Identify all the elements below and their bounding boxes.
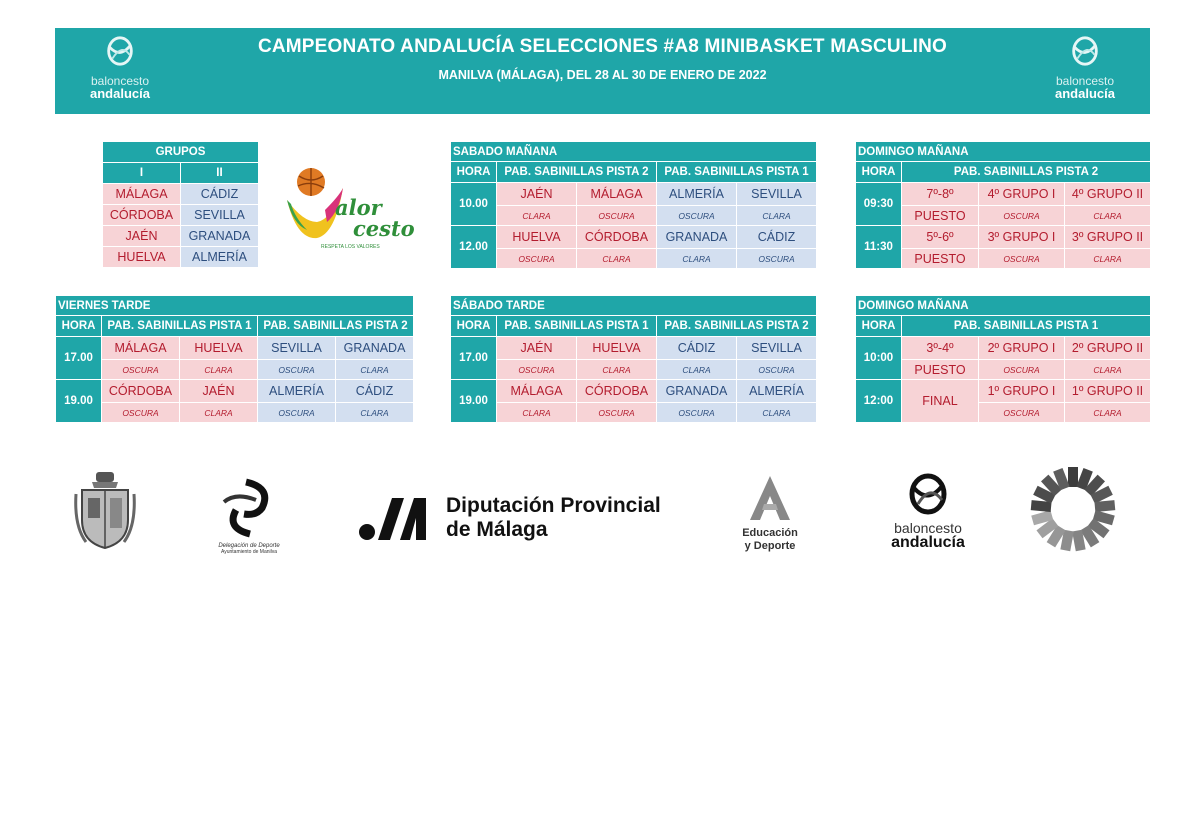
basketball-swirl-icon [1066, 34, 1104, 68]
cesto-text: cesto [353, 216, 415, 241]
section-caption: VIERNES TARDE [56, 296, 414, 316]
delegacion-text: Delegación de Deporte [218, 543, 280, 549]
kit-color: CLARA [657, 360, 737, 380]
position-label: PUESTO [902, 360, 979, 380]
hora-header: HORA [856, 162, 902, 183]
educacion-deporte-logo [734, 474, 806, 556]
match-time: 10.00 [451, 183, 497, 226]
team-cell: JAÉN [180, 380, 258, 403]
team-cell: ALMERÍA [737, 380, 817, 403]
kit-color: OSCURA [258, 403, 336, 423]
kit-color: CLARA [1065, 360, 1151, 380]
valor-text: alor [335, 195, 382, 220]
team-cell: HUELVA [497, 226, 577, 249]
court-header: PAB. SABINILLAS PISTA 2 [902, 162, 1151, 183]
match-time: 12:00 [856, 380, 902, 423]
team-cell: JAÉN [497, 337, 577, 360]
logo-text-andalucia: andalucía [1055, 86, 1115, 101]
group-team: GRANADA [181, 226, 259, 247]
team-cell: 3º GRUPO I [979, 226, 1065, 249]
position-label: 3º-4º [902, 337, 979, 360]
group-team: JAÉN [103, 226, 181, 247]
logo-text-baloncesto: baloncesto [1055, 74, 1115, 88]
kit-color: CLARA [1065, 403, 1151, 423]
segmented-ring-icon [1028, 464, 1118, 554]
baloncesto-andalucia-sponsor-logo [876, 470, 980, 556]
valor-cesto-graphic [283, 160, 423, 255]
kit-color: CLARA [180, 403, 258, 423]
team-cell: GRANADA [657, 226, 737, 249]
page-title: CAMPEONATO ANDALUCÍA SELECCIONES #A8 MINIBASKET MASCULINO [257, 36, 948, 57]
junta-a-icon [734, 474, 806, 522]
section-caption: DOMINGO MAÑANA [856, 142, 1151, 162]
kit-color: OSCURA [979, 206, 1065, 226]
logo-text-baloncesto: baloncesto [90, 74, 150, 88]
page-subtitle: MANILVA (MÁLAGA), DEL 28 AL 30 DE ENERO DE 2022 [438, 68, 767, 82]
position-label: 5º-6º [902, 226, 979, 249]
team-cell: HUELVA [577, 337, 657, 360]
position-label: PUESTO [902, 206, 979, 226]
kit-color: OSCURA [979, 249, 1065, 269]
team-cell: 1º GRUPO II [1065, 380, 1151, 403]
group-team: MÁLAGA [103, 184, 181, 205]
section-caption: SABADO MAÑANA [451, 142, 817, 162]
team-cell: 2º GRUPO I [979, 337, 1065, 360]
group-team: HUELVA [103, 247, 181, 268]
match-time: 09:30 [856, 183, 902, 226]
coat-of-arms-icon [72, 470, 138, 552]
team-cell: ALMERÍA [258, 380, 336, 403]
kit-color: OSCURA [737, 249, 817, 269]
court-header: PAB. SABINILLAS PISTA 1 [657, 162, 817, 183]
group-team: ALMERÍA [181, 247, 259, 268]
valor-tagline: RESPETA LOS VALORES [321, 244, 380, 250]
kit-color: OSCURA [979, 403, 1065, 423]
kit-color: CLARA [336, 403, 414, 423]
kit-color: OSCURA [657, 403, 737, 423]
group-team: CÓRDOBA [103, 205, 181, 226]
sabado-tarde-table [450, 295, 817, 423]
kit-color: CLARA [336, 360, 414, 380]
baloncesto-andalucia-logo-right [1040, 34, 1130, 108]
kit-color: OSCURA [577, 206, 657, 226]
team-cell: CÁDIZ [336, 380, 414, 403]
team-cell: GRANADA [336, 337, 414, 360]
kit-color: OSCURA [102, 403, 180, 423]
kit-color: CLARA [1065, 206, 1151, 226]
ring-segment [1094, 500, 1115, 512]
team-cell: HUELVA [180, 337, 258, 360]
team-cell: SEVILLA [258, 337, 336, 360]
diputacion-m-icon [358, 494, 436, 542]
team-cell: CÁDIZ [737, 226, 817, 249]
group-team: CÁDIZ [181, 184, 259, 205]
sponsor-andalucia-text: andalucía [891, 534, 965, 551]
kit-color: OSCURA [577, 403, 657, 423]
delegacion-swirl-icon [216, 478, 282, 538]
group-team: SEVILLA [181, 205, 259, 226]
diputacion-line-1: Diputación Provincial [446, 494, 661, 517]
groups-caption: GRUPOS [103, 142, 259, 163]
manilva-coat-of-arms-logo [72, 470, 138, 552]
kit-color: OSCURA [102, 360, 180, 380]
kit-color: OSCURA [497, 249, 577, 269]
team-cell: MÁLAGA [102, 337, 180, 360]
kit-color: OSCURA [979, 360, 1065, 380]
logo-text-andalucia: andalucía [90, 86, 150, 101]
valor-cesto-logo [283, 160, 423, 255]
team-cell: MÁLAGA [497, 380, 577, 403]
group-header-i: I [103, 163, 181, 184]
team-cell: 2º GRUPO II [1065, 337, 1151, 360]
court-header: PAB. SABINILLAS PISTA 2 [497, 162, 657, 183]
match-time: 17.00 [451, 337, 497, 380]
kit-color: OSCURA [657, 206, 737, 226]
kit-color: CLARA [180, 360, 258, 380]
kit-color: OSCURA [737, 360, 817, 380]
position-label: PUESTO [902, 249, 979, 269]
match-time: 17.00 [56, 337, 102, 380]
section-caption: SÁBADO TARDE [451, 296, 817, 316]
circular-segments-logo [1028, 464, 1118, 554]
team-cell: CÓRDOBA [102, 380, 180, 403]
team-cell: CÓRDOBA [577, 380, 657, 403]
position-label: 7º-8º [902, 183, 979, 206]
hora-header: HORA [451, 316, 497, 337]
diputacion-malaga-logo [358, 494, 688, 544]
team-cell: CÓRDOBA [577, 226, 657, 249]
team-cell: GRANADA [657, 380, 737, 403]
educacion-text: Educación [742, 527, 798, 539]
court-header: PAB. SABINILLAS PISTA 2 [258, 316, 414, 337]
kit-color: OSCURA [497, 360, 577, 380]
team-cell: SEVILLA [737, 337, 817, 360]
kit-color: OSCURA [258, 360, 336, 380]
domingo-manana-pista1-table [855, 295, 1151, 423]
match-time: 19.00 [451, 380, 497, 423]
match-time: 11:30 [856, 226, 902, 269]
hora-header: HORA [56, 316, 102, 337]
basketball-swirl-icon [902, 470, 954, 516]
match-time: 12.00 [451, 226, 497, 269]
header-banner [55, 28, 1150, 114]
sabado-manana-table [450, 141, 817, 269]
team-cell: MÁLAGA [577, 183, 657, 206]
team-cell: 4º GRUPO I [979, 183, 1065, 206]
section-caption: DOMINGO MAÑANA [856, 296, 1151, 316]
team-cell: ALMERÍA [657, 183, 737, 206]
team-cell: 4º GRUPO II [1065, 183, 1151, 206]
groups-table [102, 141, 259, 268]
position-label: FINAL [902, 380, 979, 423]
deporte-text: y Deporte [744, 540, 796, 552]
ring-segment [1068, 467, 1078, 487]
viernes-tarde-table [55, 295, 414, 423]
court-header: PAB. SABINILLAS PISTA 1 [497, 316, 657, 337]
match-time: 19.00 [56, 380, 102, 423]
team-cell: 3º GRUPO II [1065, 226, 1151, 249]
court-header: PAB. SABINILLAS PISTA 1 [102, 316, 258, 337]
team-cell: JAÉN [497, 183, 577, 206]
team-cell: SEVILLA [737, 183, 817, 206]
ayuntamiento-text: Ayuntamiento de Manilva [220, 549, 278, 555]
domingo-manana-pista2-table [855, 141, 1151, 269]
hora-header: HORA [856, 316, 902, 337]
sponsor-baloncesto-text: baloncesto [894, 520, 962, 536]
team-cell: CÁDIZ [657, 337, 737, 360]
kit-color: CLARA [577, 360, 657, 380]
kit-color: CLARA [497, 206, 577, 226]
kit-color: CLARA [1065, 249, 1151, 269]
kit-color: CLARA [657, 249, 737, 269]
kit-color: CLARA [737, 403, 817, 423]
hora-header: HORA [451, 162, 497, 183]
team-cell: 1º GRUPO I [979, 380, 1065, 403]
kit-color: CLARA [497, 403, 577, 423]
kit-color: CLARA [577, 249, 657, 269]
match-time: 10:00 [856, 337, 902, 380]
delegacion-deporte-logo [216, 478, 282, 554]
group-header-ii: II [181, 163, 259, 184]
court-header: PAB. SABINILLAS PISTA 2 [657, 316, 817, 337]
diputacion-line-2: de Málaga [446, 518, 548, 541]
court-header: PAB. SABINILLAS PISTA 1 [902, 316, 1151, 337]
kit-color: CLARA [737, 206, 817, 226]
